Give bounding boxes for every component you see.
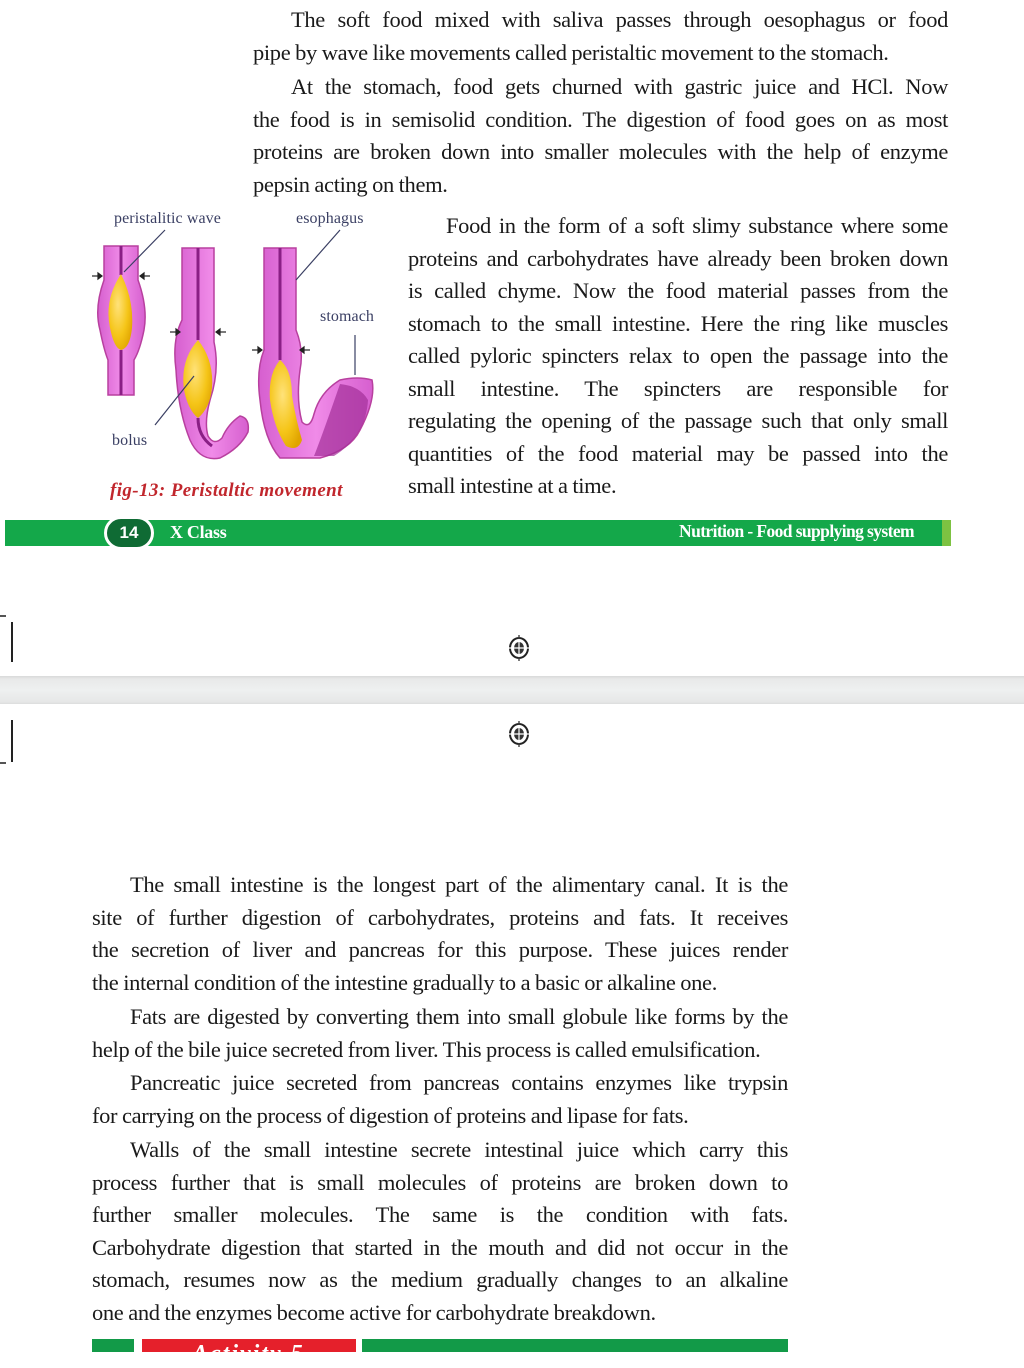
crop-mark-horizontal	[0, 615, 6, 617]
text-line: site of further digestion of carbohydrates, proteins and fats. It receives	[92, 904, 788, 930]
text-line: pipe by wave like movements called peristaltic movement to the stomach.	[253, 39, 889, 65]
activity-bar-left-block	[92, 1339, 134, 1352]
text-line: process further that is small molecules of proteins are broken down to	[92, 1169, 788, 1195]
text-line: stomach to the small intestine. Here the ring like muscles	[408, 310, 948, 336]
page-separator	[0, 676, 1024, 704]
label-bolus: bolus	[112, 432, 148, 449]
text-line: proteins are broken down into smaller molecules with the help of enzyme	[253, 139, 948, 164]
label-stomach: stomach	[320, 308, 375, 325]
intro-paragraph-1	[253, 4, 948, 69]
text-line: Walls of the small intestine secrete intestinal juice which carry this	[130, 1137, 788, 1162]
text-line: quantities of the food material may be passed into the	[408, 440, 948, 466]
text-line: small intestine at a time.	[408, 473, 617, 498]
text-line: the secretion of liver and pancreas for this purpose. These juices render	[92, 937, 788, 962]
text-line: for carrying on the process of digestion of proteins and lipase for fats.	[92, 1102, 689, 1128]
activity-label: Activity 5	[192, 1341, 305, 1367]
text-line: At the stomach, food gets churned with gastric juice and HCl. Now	[291, 74, 948, 99]
pancreatic-juice-paragraph	[92, 1067, 788, 1132]
text-line: Fats are digested by converting them into small globule like forms by the	[130, 1004, 788, 1029]
footer-band-edge	[942, 520, 951, 546]
bottom-page	[0, 704, 1024, 1352]
label-esophagus: esophagus	[296, 210, 364, 227]
intro-paragraph-2	[253, 71, 948, 201]
label-peristaltic-wave: peristalitic wave	[114, 210, 221, 227]
text-line: further smaller molecules. The same is the condition with fats.	[92, 1202, 788, 1227]
text-line: Food in the form of a soft slimy substance where some	[446, 213, 948, 238]
text-line: regulating the opening of the passage such that only small	[408, 408, 948, 433]
activity-bar-right-block	[362, 1339, 788, 1352]
crosshair-registration-icon	[508, 635, 530, 661]
crop-mark-vertical	[11, 720, 13, 762]
text-line: one and the enzymes become active for carbohydrate breakdown.	[92, 1299, 656, 1325]
text-line: Pancreatic juice secreted from pancreas contains enzymes like trypsin	[130, 1070, 788, 1095]
text-line: pepsin acting on them.	[253, 171, 448, 197]
chapter-title: Nutrition - Food supplying system	[679, 521, 914, 541]
class-label: X Class	[170, 522, 227, 542]
fats-paragraph	[92, 1001, 788, 1066]
crop-mark-horizontal	[0, 762, 6, 764]
peristalsis-figure	[90, 200, 400, 510]
small-intestine-paragraph	[92, 869, 788, 999]
text-line: proteins and carbohydrates have already been broken down	[408, 245, 948, 271]
text-line: stomach, resumes now as the medium gradually changes to an alkaline	[92, 1267, 788, 1292]
text-line: the food is in semisolid condition. The digestion of food goes on as most	[253, 106, 948, 132]
text-line: the internal condition of the intestine gradually to a basic or alkaline one.	[92, 969, 717, 995]
text-line: Carbohydrate digestion that started in the mouth and did not occur in the	[92, 1234, 788, 1260]
intestinal-juice-paragraph	[92, 1134, 788, 1329]
text-line: The soft food mixed with saliva passes through oesophagus or food	[291, 7, 948, 32]
text-line: help of the bile juice secreted from liver. This process is called emulsification.	[92, 1036, 761, 1062]
figure-caption: fig-13: Peristaltic movement	[110, 480, 343, 501]
crosshair-registration-icon	[508, 721, 530, 747]
text-line: called pyloric spincters relax to open the passage into the	[408, 343, 948, 368]
text-line: is called chyme. Now the food material passes from the	[408, 278, 948, 303]
activity-heading	[142, 1339, 356, 1367]
crop-mark-vertical	[11, 622, 13, 662]
text-line: small intestine. The spincters are responsible for	[408, 375, 948, 401]
top-page	[0, 0, 1024, 676]
page-number-badge: 14	[104, 516, 154, 550]
chyme-paragraph	[408, 210, 948, 503]
text-line: The small intestine is the longest part of the alimentary canal. It is the	[130, 872, 788, 897]
